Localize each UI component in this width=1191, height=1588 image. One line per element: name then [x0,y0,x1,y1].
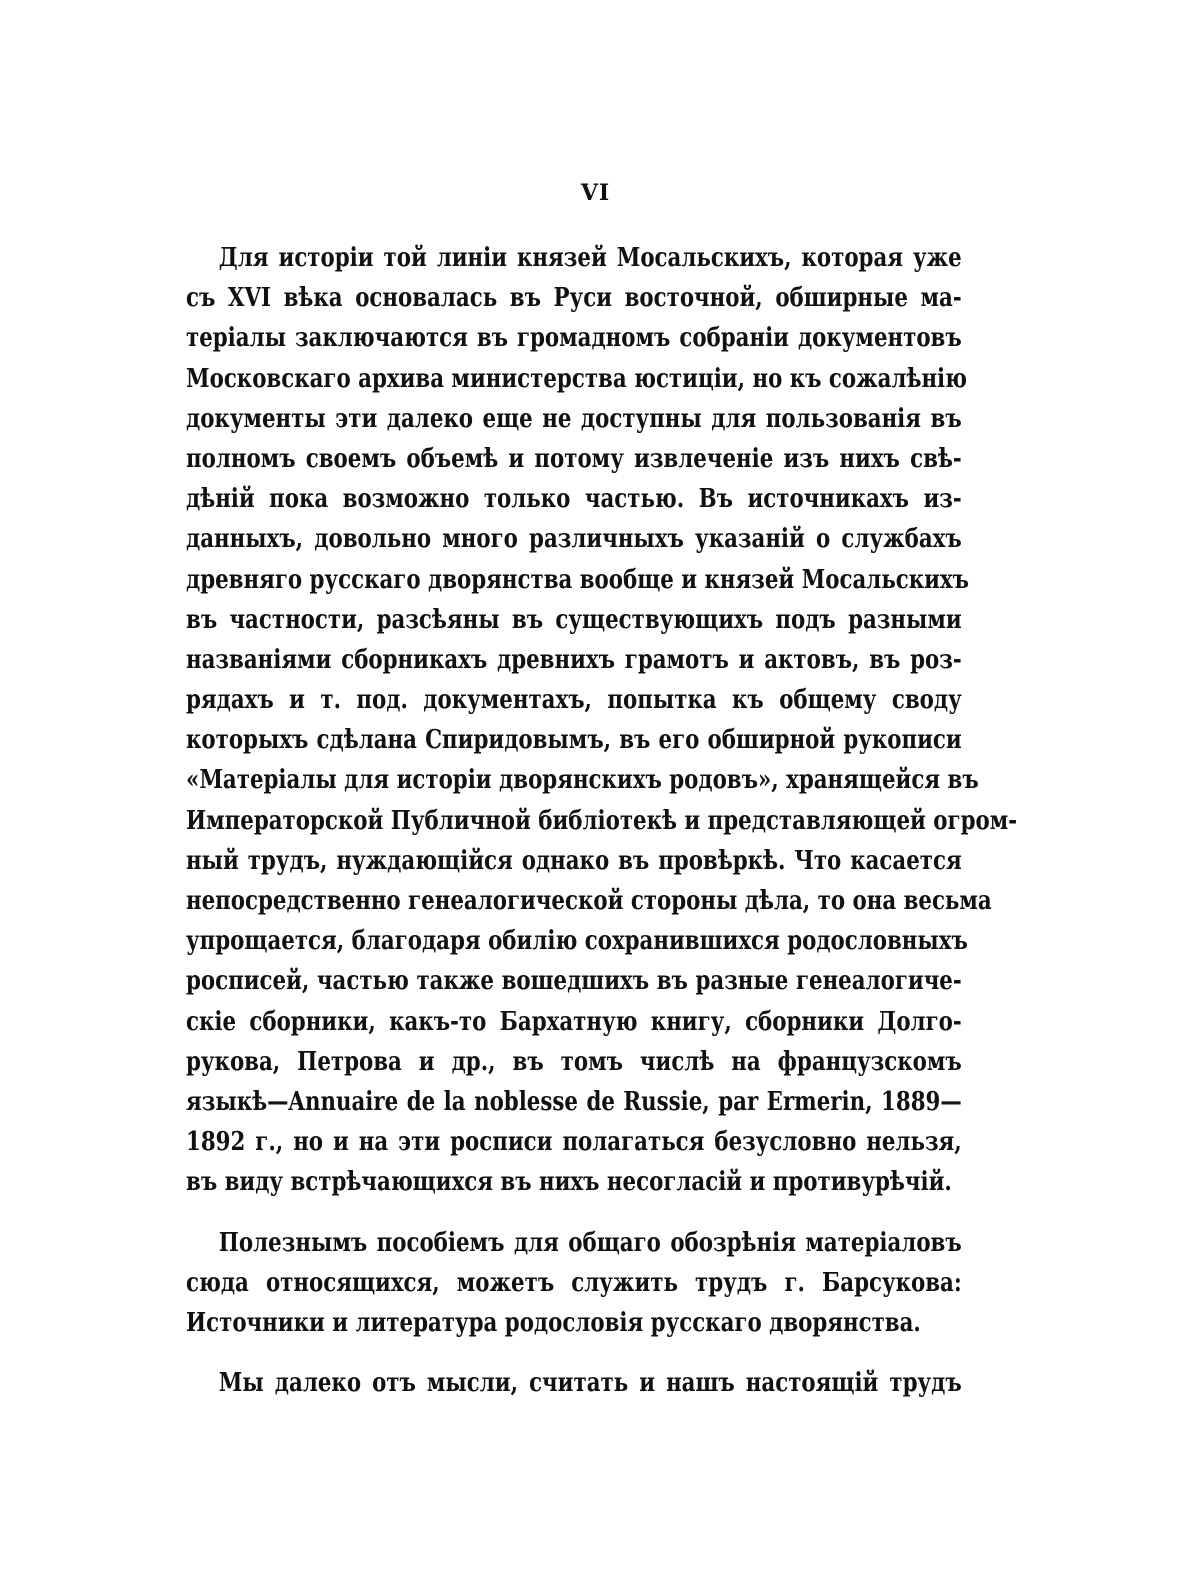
text-line: непосредственно генеалогической стороны дѣла, то она весьма [186,886,992,916]
text-line: росписей, частью также вошедшихъ въ разные генеалогиче- [186,966,962,997]
text-line: рядахъ и т. под. документахъ, попытка къ общему своду [186,685,962,716]
text-line: данныхъ, довольно много различныхъ указаній о службахъ [186,524,962,555]
paragraph [186,1363,962,1403]
text-line: Источники и литература родословія русскаго дворянства. [186,1307,921,1338]
text-line: «Матеріалы для исторіи дворянскихъ родовъ», хранящейся въ [186,765,979,796]
paragraph [186,1223,962,1344]
text-line: Московскаго архива министерства юстиціи, но къ сожалѣнію [186,363,968,394]
text-line: которыхъ сдѣлана Спиридовымъ, въ его обширной рукописи [186,725,962,756]
text-line: ный трудъ, нуждающійся однако въ провѣркѣ. Что касается [186,845,962,876]
text-line: дѣній пока возможно только частью. Въ источникахъ из- [186,484,962,515]
text-line: Для исторіи той линіи князей Мосальскихъ, которая уже [218,243,962,273]
text-line: Мы далеко отъ мысли, считать и нашъ настоящій трудъ [218,1368,962,1399]
paragraph-gap [186,1343,962,1363]
text-line: 1892 г., но и на эти росписи полагаться безусловно нельзя, [186,1127,962,1158]
text-line: въ виду встрѣчающихся въ нихъ несогласій и противурѣчій. [186,1167,952,1198]
text-line: скіе сборники, какъ-то Бархатную книгу, сборники Долго- [186,1006,962,1037]
text-line: названіями сборникахъ древнихъ грамотъ и актовъ, въ роз- [186,644,962,675]
text-line: Полезнымъ пособіемъ для общаго обозрѣнія матеріаловъ [218,1227,962,1258]
text-line: въ частности, разсѣяны въ существующихъ подъ разными [186,604,962,635]
text-line: съ XVI вѣка основалась въ Руси восточной, обширные ма- [186,283,962,314]
text-line: Императорской Публичной библіотекѣ и представляющей огром- [186,805,1018,836]
text-line: полномъ своемъ объемѣ и потому извлеченіе изъ нихъ свѣ- [186,443,962,474]
text-line: документы эти далеко еще не доступны для пользованія въ [186,403,962,434]
text-line: древняго русскаго дворянства вообще и князей Мосальскихъ [186,564,970,595]
paragraph-gap [186,1203,962,1223]
text-line: языкѣ—Annuaire de la noblesse de Russie, par Ermerin, 1889— [186,1086,962,1117]
text-line: рукова, Петрова и др., въ томъ числѣ на французскомъ [186,1046,962,1077]
text-line: упрощается, благодаря обилію сохранившихся родословныхъ [186,926,968,957]
body-text [186,238,1018,1403]
text-line: теріалы заключаются въ громадномъ собраніи документовъ [186,323,962,354]
text-line: сюда относящихся, можетъ служить трудъ г. Барсукова: [186,1267,962,1298]
page-number: VI [580,180,611,206]
paragraph [186,238,1018,1203]
